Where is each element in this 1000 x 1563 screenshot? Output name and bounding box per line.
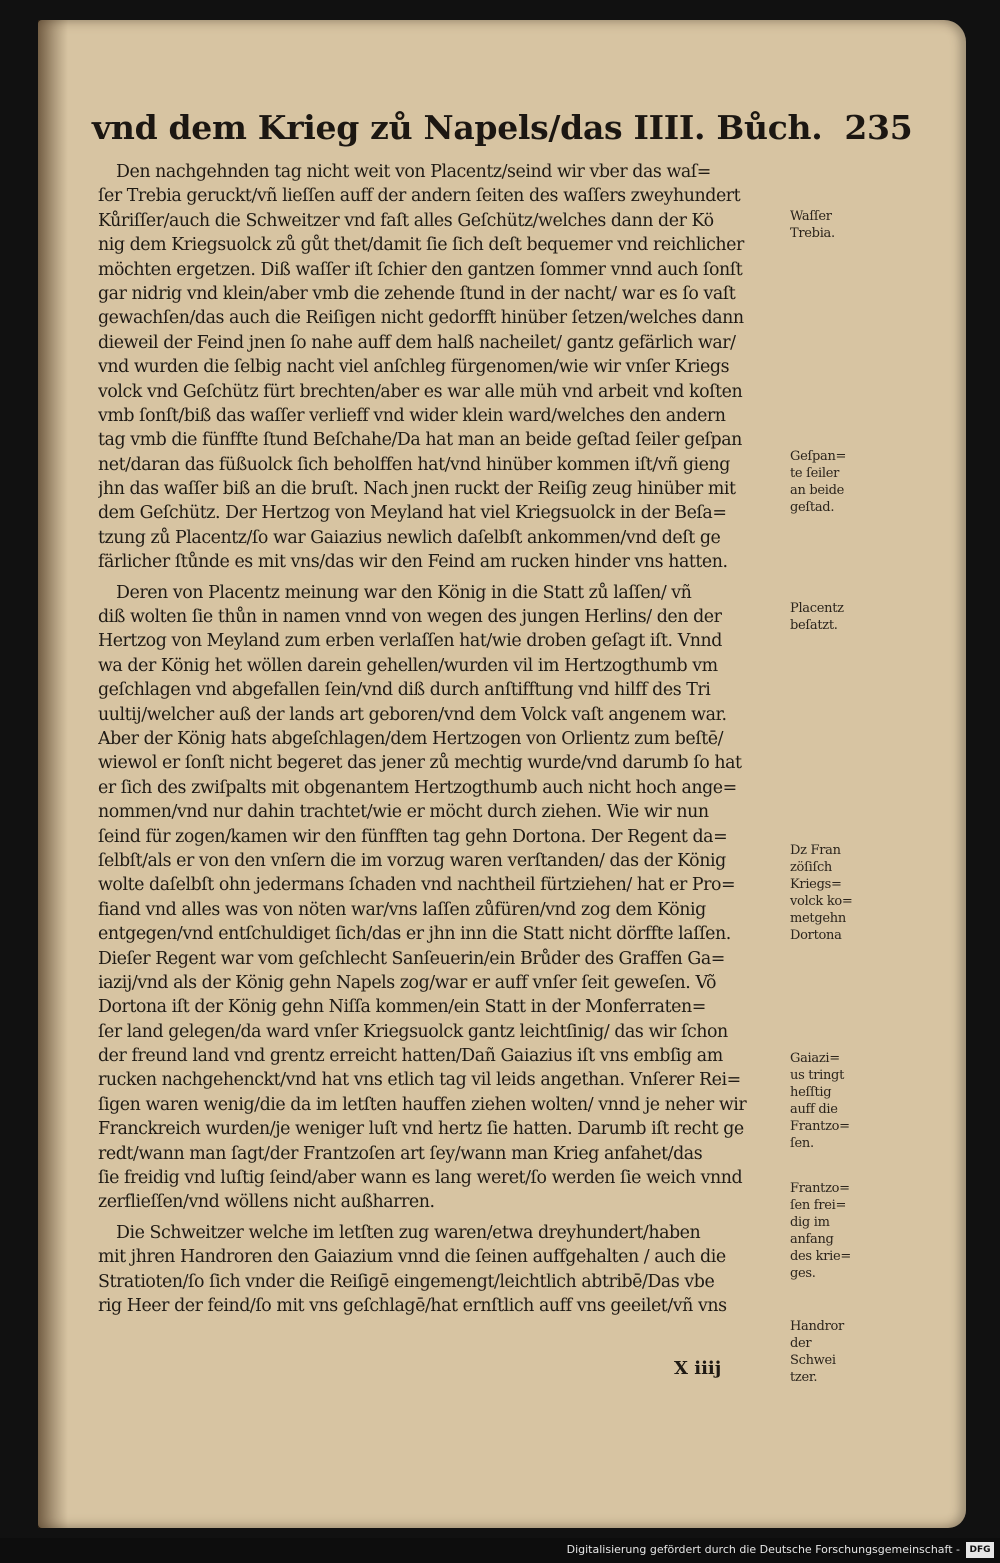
text-line: Kůriſſer/auch die Schweitzer vnd faſt alles Geſchütz/welches dann der Kö [98, 210, 714, 231]
margin-note-line: geſtad. [790, 500, 835, 515]
text-line: ſigen waren wenig/die da im letſten hauffen ziehen wolten/ vnnd je neher wir [98, 1094, 747, 1115]
text-line: wa der König het wöllen darein gehellen/wurden vil im Hertzogthumb vm [98, 655, 718, 676]
margin-note-line: us tringt [790, 1068, 844, 1083]
margin-note-line: Placentz [790, 601, 844, 616]
text-line: iazij/vnd als der König gehn Napels zog/war er auff vnſer ſeit geweſen. Võ [98, 972, 716, 993]
signature-mark: X iiij [674, 1358, 722, 1379]
text-line: fiand vnd alles was von nöten war/vns laſſen zůfüren/vnd zog dem König [98, 899, 706, 920]
margin-note-line: Trebia. [790, 226, 835, 241]
running-head [92, 108, 913, 158]
text-line: ſer land gelegen/da ward vnſer Kriegsuolck gantz leichtſinig/ das wir ſchon [98, 1021, 728, 1042]
text-line: rig Heer der feind/ſo mit vns geſchlagē/hat ernſtlich auff vns geeilet/vñ vns [98, 1295, 727, 1316]
margin-note-line: der [790, 1336, 812, 1351]
text-line: ſie freidig vnd luſtig ſeind/aber wann es lang weret/ſo werden ſie weich vnnd [98, 1168, 743, 1189]
margin-note-line: te ſeiler [790, 466, 840, 481]
text-line: Stratioten/ſo ſich vnder die Reiſigē eingemengt/leichtlich abtribē/Das vbe [98, 1271, 715, 1292]
text-line: der freund land vnd grentz erreicht hatten/Dañ Gaiazius iſt vns embſig am [98, 1046, 723, 1067]
margin-note-line: Geſpan= [790, 449, 847, 464]
text-line: dem Geſchütz. Der Hertzog von Meyland hat viel Kriegsuolck in der Beſa= [98, 503, 727, 524]
margin-note [790, 208, 880, 242]
margin-note-line: Frantzo= [790, 1181, 850, 1196]
text-line: Die Schweitzer welche im letſten zug waren/etwa dreyhundert/haben [116, 1222, 701, 1243]
running-head-title: vnd dem Krieg zů Napels/das IIII. Bůch. [92, 108, 823, 147]
margin-note-line: Handror [790, 1319, 844, 1334]
margin-note-line: ſen. [790, 1136, 814, 1151]
margin-note-line: volck ko= [790, 894, 853, 909]
text-line: vnd wurden die ſelbig nacht viel anſchleg fürgenomen/wie wir vnſer Kriegs [98, 357, 730, 378]
text-line: uultij/welcher auß der lands art geboren/vnd dem Volck vaſt angenem war. [98, 704, 727, 725]
text-line: Hertzog von Meyland zum erben verlaſſen hat/wie droben geſagt iſt. Vnnd [98, 631, 722, 652]
text-line: volck vnd Geſchütz fürt brechten/aber es war alle müh vnd arbeit vnd koſten [98, 381, 743, 402]
footer-credit: Digitalisierung gefördert durch die Deutsche Forschungsgemeinschaft - [566, 1543, 960, 1556]
text-line: ſer Trebia geruckt/vñ lieſſen auff der andern ſeiten des waſſers zweyhundert [98, 186, 741, 207]
text-line: Dieſer Regent war vom geſchlecht Sanſeuerin/ein Brůder des Graffen Ga= [98, 948, 725, 969]
folio-number: 235 [844, 108, 913, 147]
text-line: färlicher ſtůnde es mit vns/das wir den Feind am rucken hinder vns hatten. [98, 552, 728, 573]
text-line: möchten ergetzen. Diß waſſer iſt ſchier den gantzen ſommer vnnd auch ſonſt [98, 259, 743, 280]
text-line: wolte daſelbſt ohn jedermans ſchaden vnd nachtheil fürtziehen/ hat er Pro= [98, 875, 736, 896]
text-line: entgegen/vnd entſchuldiget ſich/das er jhn inn die Statt nicht dörffte laſſen. [98, 924, 731, 945]
text-line: vmb ſonſt/biß das waſſer verlieff vnd wider klein ward/welches den andern [98, 405, 726, 426]
margin-note-line: auff die [790, 1102, 838, 1117]
text-line: gar nidrig vnd klein/aber vmb die zehende ſtund in der nacht/ war es ſo vaſt [98, 283, 736, 304]
text-line: mit jhren Handroren den Gaiazium vnnd die ſeinen auffgehalten / auch die [98, 1247, 726, 1268]
text-line: nommen/vnd nur dahin trachtet/wie er möcht durch ziehen. Wie wir nun [98, 802, 709, 823]
text-line: tzung zů Placentz/ſo war Gaiazius newlich daſelbſt ankommen/vnd deſt ge [98, 527, 721, 548]
margin-note-line: Dortona [790, 928, 842, 943]
margin-note-line: tzer. [790, 1370, 818, 1385]
margin-note-line: heſſtig [790, 1085, 832, 1100]
text-line: ſeind für zogen/kamen wir den fünfften tag gehn Dortona. Der Regent da= [98, 826, 728, 847]
margin-note [790, 1050, 880, 1152]
dfg-logo: DFG [966, 1542, 994, 1558]
margin-note-line: anfang [790, 1232, 834, 1247]
text-line: diß wolten ſie thůn in namen vnnd von wegen des jungen Herlins/ den der [98, 607, 722, 628]
text-line: ſelbſt/als er von den vnſern die im vorzug waren verſtanden/ das der König [98, 850, 726, 871]
margin-note-line: Gaiazi= [790, 1051, 840, 1066]
text-line: rucken nachgehenckt/vnd hat vns etlich tag vil leids angethan. Vnſerer Rei= [98, 1070, 741, 1091]
text-line: gewachſen/das auch die Reiſigen nicht gedorfft hinüber ſetzen/welches dann [98, 308, 744, 329]
margin-note-line: beſatzt. [790, 618, 838, 633]
margin-note-line: ſen frei= [790, 1198, 847, 1213]
margin-note-line: ges. [790, 1266, 816, 1281]
margin-note-line: zöſiſch [790, 860, 833, 875]
margin-note-line: an beide [790, 483, 845, 498]
text-line: geſchlagen vnd abgefallen ſein/vnd diß durch anſtifftung vnd hilff des Tri [98, 680, 711, 701]
margin-note [790, 842, 880, 944]
text-line: Den nachgehnden tag nicht weit von Placentz/seind wir vber das waſ= [116, 162, 711, 182]
footer-bar [0, 1538, 1000, 1563]
margin-note-line: metgehn [790, 911, 846, 926]
margin-note-line: des krie= [790, 1249, 851, 1264]
margin-note-line: Frantzo= [790, 1119, 850, 1134]
margin-note-line: Kriegs= [790, 877, 842, 892]
text-line: zerflieſſen/vnd wöllens nicht außharren. [98, 1192, 435, 1213]
text-line: redt/wann man ſagt/der Frantzoſen art ſey/wann man Krieg anfahet/das [98, 1143, 703, 1164]
margin-note [790, 448, 880, 516]
text-line: net/daran das füßuolck ſich beholffen hat/vnd hinüber kommen iſt/vñ gieng [98, 454, 730, 475]
text-line: nig dem Kriegsuolck zů gůt thet/damit ſie ſich deſt bequemer vnd reichlicher [98, 235, 744, 256]
margin-note-line: Schwei [790, 1353, 836, 1368]
text-line: Franckreich wurden/je weniger luſt vnd hertz ſie hatten. Darumb iſt recht ge [98, 1119, 744, 1140]
margin-note-line: dig im [790, 1215, 830, 1230]
text-line: tag vmb die fünffte ſtund Beſchahe/Da hat man an beide geſtad ſeiler geſpan [98, 430, 742, 451]
text-line: er ſich des zwiſpalts mit obgenantem Hertzogthumb auch nicht hoch ange= [98, 777, 737, 798]
body-text [98, 160, 788, 1318]
margin-note [790, 600, 880, 634]
text-line: wiewol er ſonſt nicht begeret das jener zů mechtig wurde/vnd darumb ſo hat [98, 753, 742, 774]
text-line: Aber der König hats abgeſchlagen/dem Hertzogen von Orlientz zum beſtē/ [98, 728, 723, 749]
margin-note [790, 1180, 880, 1282]
text-line: Deren von Placentz meinung war den König in die Statt zů laſſen/ vñ [116, 582, 692, 603]
margin-note [790, 1318, 880, 1386]
margin-note-line: Waſſer [790, 209, 832, 224]
margin-note-line: Dz Fran [790, 843, 841, 858]
text-line: jhn das waſſer biß an die bruſt. Nach jnen ruckt der Reiſig zeug hinüber mit [98, 479, 736, 500]
text-line: dieweil der Feind jnen ſo nahe auff dem halß nacheilet/ gantz gefärlich war/ [98, 332, 736, 353]
text-line: Dortona iſt der König gehn Niſſa kommen/ein Statt in der Monferraten= [98, 997, 706, 1018]
page-gutter-shadow [38, 20, 68, 1528]
